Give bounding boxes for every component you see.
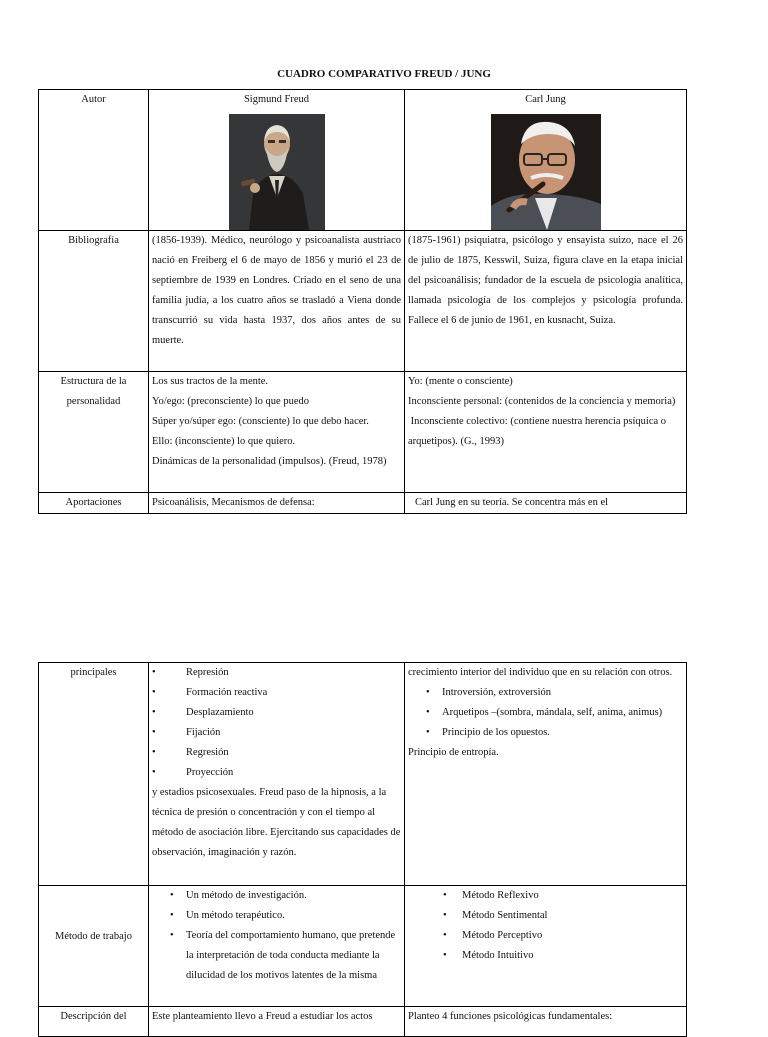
aportaciones-freud-intro: Psicoanálisis, Mecanismos de defensa: bbox=[149, 493, 405, 514]
descripcion-label: Descripción del bbox=[39, 1007, 149, 1037]
list-item: • Un método de investigación. bbox=[152, 886, 401, 906]
descripcion-jung: Planteo 4 funciones psicológicas fundamentales: bbox=[405, 1007, 687, 1037]
aportaciones-freud bbox=[149, 663, 405, 886]
aportaciones-label: Aportaciones bbox=[39, 493, 149, 514]
aportaciones-jung-after: Principio de entropía. bbox=[408, 747, 499, 758]
list-item: • Regresión bbox=[152, 743, 401, 763]
list-item: • Método Sentimental bbox=[408, 906, 683, 926]
aportaciones-jung bbox=[405, 663, 687, 886]
defense-mechanisms-list bbox=[152, 663, 401, 783]
aportaciones-label-cont: principales bbox=[39, 663, 149, 886]
list-item: • Formación reactiva bbox=[152, 683, 401, 703]
list-item: • Proyección bbox=[152, 763, 401, 783]
metodo-freud bbox=[149, 886, 405, 1007]
aportaciones-jung-text: crecimiento interior del individuo que en su relación con otros. bbox=[408, 667, 673, 678]
bibliografia-label: Bibliografía bbox=[39, 231, 149, 372]
header-autor-cell bbox=[39, 90, 149, 231]
jung-portrait-image bbox=[491, 114, 601, 230]
bibliografia-freud: (1856-1939). Médico, neurólogo y psicoanalista austriaco nació en Freiberg el 6 de mayo de 1856 y murió el 23 de septiembre de 1939 en Londres. Criado en el seno de una familia judía, a los cuatro años se trasladó a Viena donde transcurrió su vida hasta 1937, dos años antes de su muerte. bbox=[149, 231, 405, 372]
estructura-freud-line: Ello: (inconsciente) lo que quiero. bbox=[152, 436, 296, 447]
header-jung: Carl Jung bbox=[525, 94, 566, 105]
list-item: • Teoría del comportamiento humano, que pretende la interpretación de toda conducta mediante la dilucidad de los motivos latentes de la misma bbox=[152, 926, 401, 986]
list-item: • Introversión, extroversión bbox=[408, 683, 683, 703]
comparison-table-page-2 bbox=[38, 662, 687, 1037]
estructura-row bbox=[39, 372, 687, 493]
aportaciones-row-part2 bbox=[39, 663, 687, 886]
list-item: • Método Intuitivo bbox=[408, 946, 683, 966]
estructura-jung bbox=[405, 372, 687, 493]
header-row bbox=[39, 90, 687, 231]
comparison-table-page-1 bbox=[38, 89, 687, 514]
estructura-jung-line: Yo: (mente o consciente) bbox=[408, 376, 513, 387]
aportaciones-row-part1 bbox=[39, 493, 687, 514]
estructura-jung-line: Inconsciente personal: (contenidos de la conciencia y memoria) bbox=[408, 396, 676, 407]
header-freud-cell bbox=[149, 90, 405, 231]
list-item: • Principio de los opuestos. bbox=[408, 723, 683, 743]
header-jung-cell bbox=[405, 90, 687, 231]
list-item: • Represión bbox=[152, 663, 401, 683]
estructura-freud-line: Dinámicas de la personalidad (impulsos). (Freud, 1978) bbox=[152, 456, 387, 467]
aportaciones-freud-text: y estadios psicosexuales. Freud paso de la hipnosis, a la técnica de presión o concentración y con el tiempo al método de asociación libre. Ejercitando sus capacidades de observación, imaginación y razón. bbox=[152, 787, 401, 858]
estructura-freud bbox=[149, 372, 405, 493]
metodo-jung bbox=[405, 886, 687, 1007]
bibliografia-row bbox=[39, 231, 687, 372]
estructura-label: Estructura de la personalidad bbox=[39, 372, 149, 493]
jung-concepts-list bbox=[408, 683, 683, 743]
estructura-jung-line: Inconsciente colectivo: (contiene nuestra herencia psíquica o arquetipos). (G., 1993) bbox=[408, 416, 669, 447]
document-title: CUADRO COMPARATIVO FREUD / JUNG bbox=[277, 68, 491, 80]
descripcion-freud: Este planteamiento llevo a Freud a estudiar los actos bbox=[149, 1007, 405, 1037]
list-item: • Fijación bbox=[152, 723, 401, 743]
metodo-row bbox=[39, 886, 687, 1007]
list-item: • Desplazamiento bbox=[152, 703, 401, 723]
header-freud: Sigmund Freud bbox=[243, 94, 310, 105]
estructura-freud-line: Los sus tractos de la mente. bbox=[152, 376, 269, 387]
list-item: • Arquetipos –(sombra, mándala, self, anima, animus) bbox=[408, 703, 683, 723]
metodo-label: Método de trabajo bbox=[39, 886, 149, 1007]
freud-method-list bbox=[152, 886, 401, 986]
bibliografia-jung: (1875-1961) psiquiatra, psicólogo y ensayista suizo, nace el 26 de julio de 1875, Kesswil, Suiza, figura clave en la etapa inicial del psicoanálisis; fundador de la escuela de psicología analítica, llamada psicología de los complejos y psicología profunda. Fallece el 6 de junio de 1961, en kusnacht, Suiza. bbox=[405, 231, 687, 372]
jung-method-list bbox=[408, 886, 683, 966]
header-autor: Autor bbox=[81, 94, 106, 105]
list-item: • Método Reflexivo bbox=[408, 886, 683, 906]
estructura-freud-line: Yo/ego: (preconsciente) lo que puedo bbox=[152, 396, 309, 407]
list-item: • Un método terapéutico. bbox=[152, 906, 401, 926]
freud-portrait-image bbox=[229, 114, 325, 230]
estructura-freud-line: Súper yo/súper ego: (consciente) lo que debo hacer. bbox=[152, 416, 369, 427]
descripcion-row bbox=[39, 1007, 687, 1037]
list-item: • Método Perceptivo bbox=[408, 926, 683, 946]
aportaciones-jung-part1: Carl Jung en su teoría. Se concentra más en el bbox=[405, 493, 687, 514]
